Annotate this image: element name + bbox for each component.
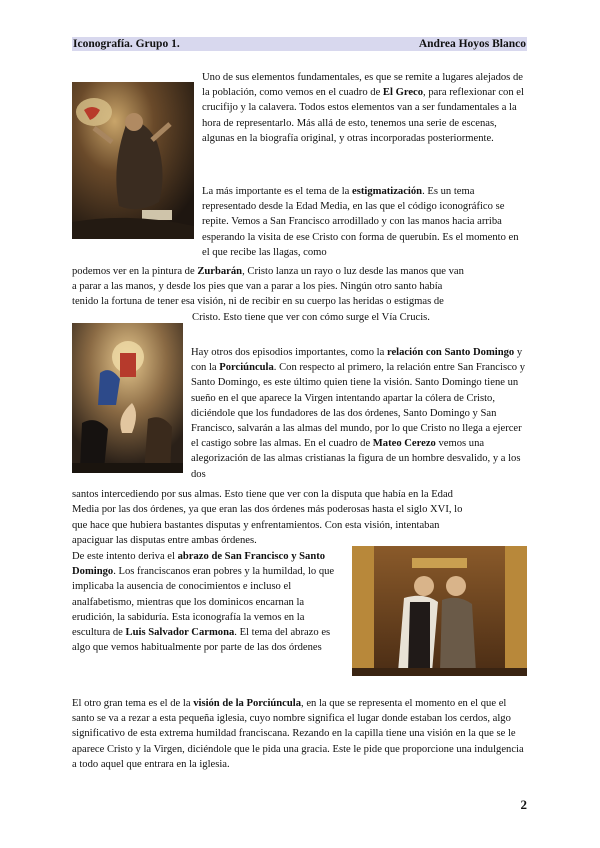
text-line: tenido la fortuna de tener esa visión, ni de recibir en su cuerpo las heridas o estigmas de <box>72 296 444 307</box>
paragraph-saint-dominic: Hay otros dos episodios importantes, como la relación con Santo Domingo y con la Porciúncula. Con respecto al primero, la relación entre San Francisco y Santo Domingo, es este último quien tiene la visión. Santo Domingo tiene un sueño en el que aparece la Virgen intentando apartar la cólera de Cristo, diciéndole que los fundadores de las dos órdenes, Santo Domingo y San Francisco, salvarán a las almas del mundo, por lo que Cristo no llega a ejercer el castigo sobre las almas. En el cuadro de Mateo Cerezo vemos una alegorización de las almas cristianas la figura de un hombre desvalido, y a los dos <box>191 347 526 480</box>
paragraph-porciuncula: El otro gran tema es el de la visión de la Porciúncula, en la que se representa el momento en el que el santo se va a rezar a esta pequeña iglesia, cuyo nombre significa el lugar donde estaban los cerdos, algo significativo de esta extrema humildad franciscana. Rezando en la capilla tiene una visión en la que se le aparece Cristo y la Virgen, diciéndole que le pida una gracia. Este le pide que proporcione una indulgencia a todo aquel que entrara en la iglesia. <box>72 698 524 770</box>
text-line: apaciguar las disputas entre ambas órdenes. <box>72 535 257 546</box>
paragraph-intro: Uno de sus elementos fundamentales, es que se remite a lugares alejados de la población, como vemos en el cuadro de El Greco, para reflexionar con el crucifijo y la calavera. Todos estos elementos van a ser fundamentales a la hora de representarlo. Más allá de esto, tenemos una serie de escenas, algunas en la biografía original, y otras incorporadas posteriormente. <box>202 72 524 144</box>
paragraph-stigmatization: La más importante es el tema de la estigmatización. Es un tema representado desde la Edad Media, en las que el código iconográfico se repite. Vemos a San Francisco arrodillado y con las manos hacia arriba esperando la visita de ese Cristo con forma de querubín. Es el momento en el que recibe las llagas, como <box>202 186 519 258</box>
page-number: 2 <box>520 797 527 812</box>
text-line: a parar a las manos, y desde los pies que van a parar a los pies. Ningún otro santo había <box>72 281 443 292</box>
page-header <box>72 37 527 51</box>
sculpture-embrace-carmona <box>352 546 527 676</box>
text-line: podemos ver en la pintura de Zurbarán, Cristo lanza un rayo o luz desde las manos que van <box>72 266 464 277</box>
text-line: Media por las dos órdenes, ya que eran las dos órdenes más poderosas hasta el siglo XVI, lo <box>72 504 463 515</box>
text-line: santos intercediendo por sus almas. Esto tiene que ver con la disputa que había en la Edad <box>72 489 453 500</box>
text-line: Cristo. Esto tiene que ver con cómo surge el Vía Crucis. <box>192 312 430 323</box>
header-course: Iconografía. Grupo 1. <box>73 38 180 50</box>
text-line: que hace que hubiera bastantes disputas y enfrentamientos. Con esta visión, intentaban <box>72 520 440 531</box>
header-author: Andrea Hoyos Blanco <box>418 38 526 50</box>
paragraph-embrace: De este intento deriva el abrazo de San Francisco y Santo Domingo. Los franciscanos eran pobres y la humildad, lo que implicaba la ausencia de conocimientos e incluso el analfabetismo, mientras que los dominicos encarnan la erudición, la sabiduría. Esta iconografía la vemos en la escultura de Luis Salvador Carmona. El tema del abrazo es algo que vemos habitualmente por parte de las dos órdenes <box>72 551 335 654</box>
painting-mateo-cerezo <box>72 323 183 473</box>
painting-saint-francis-stigmata <box>72 82 194 239</box>
